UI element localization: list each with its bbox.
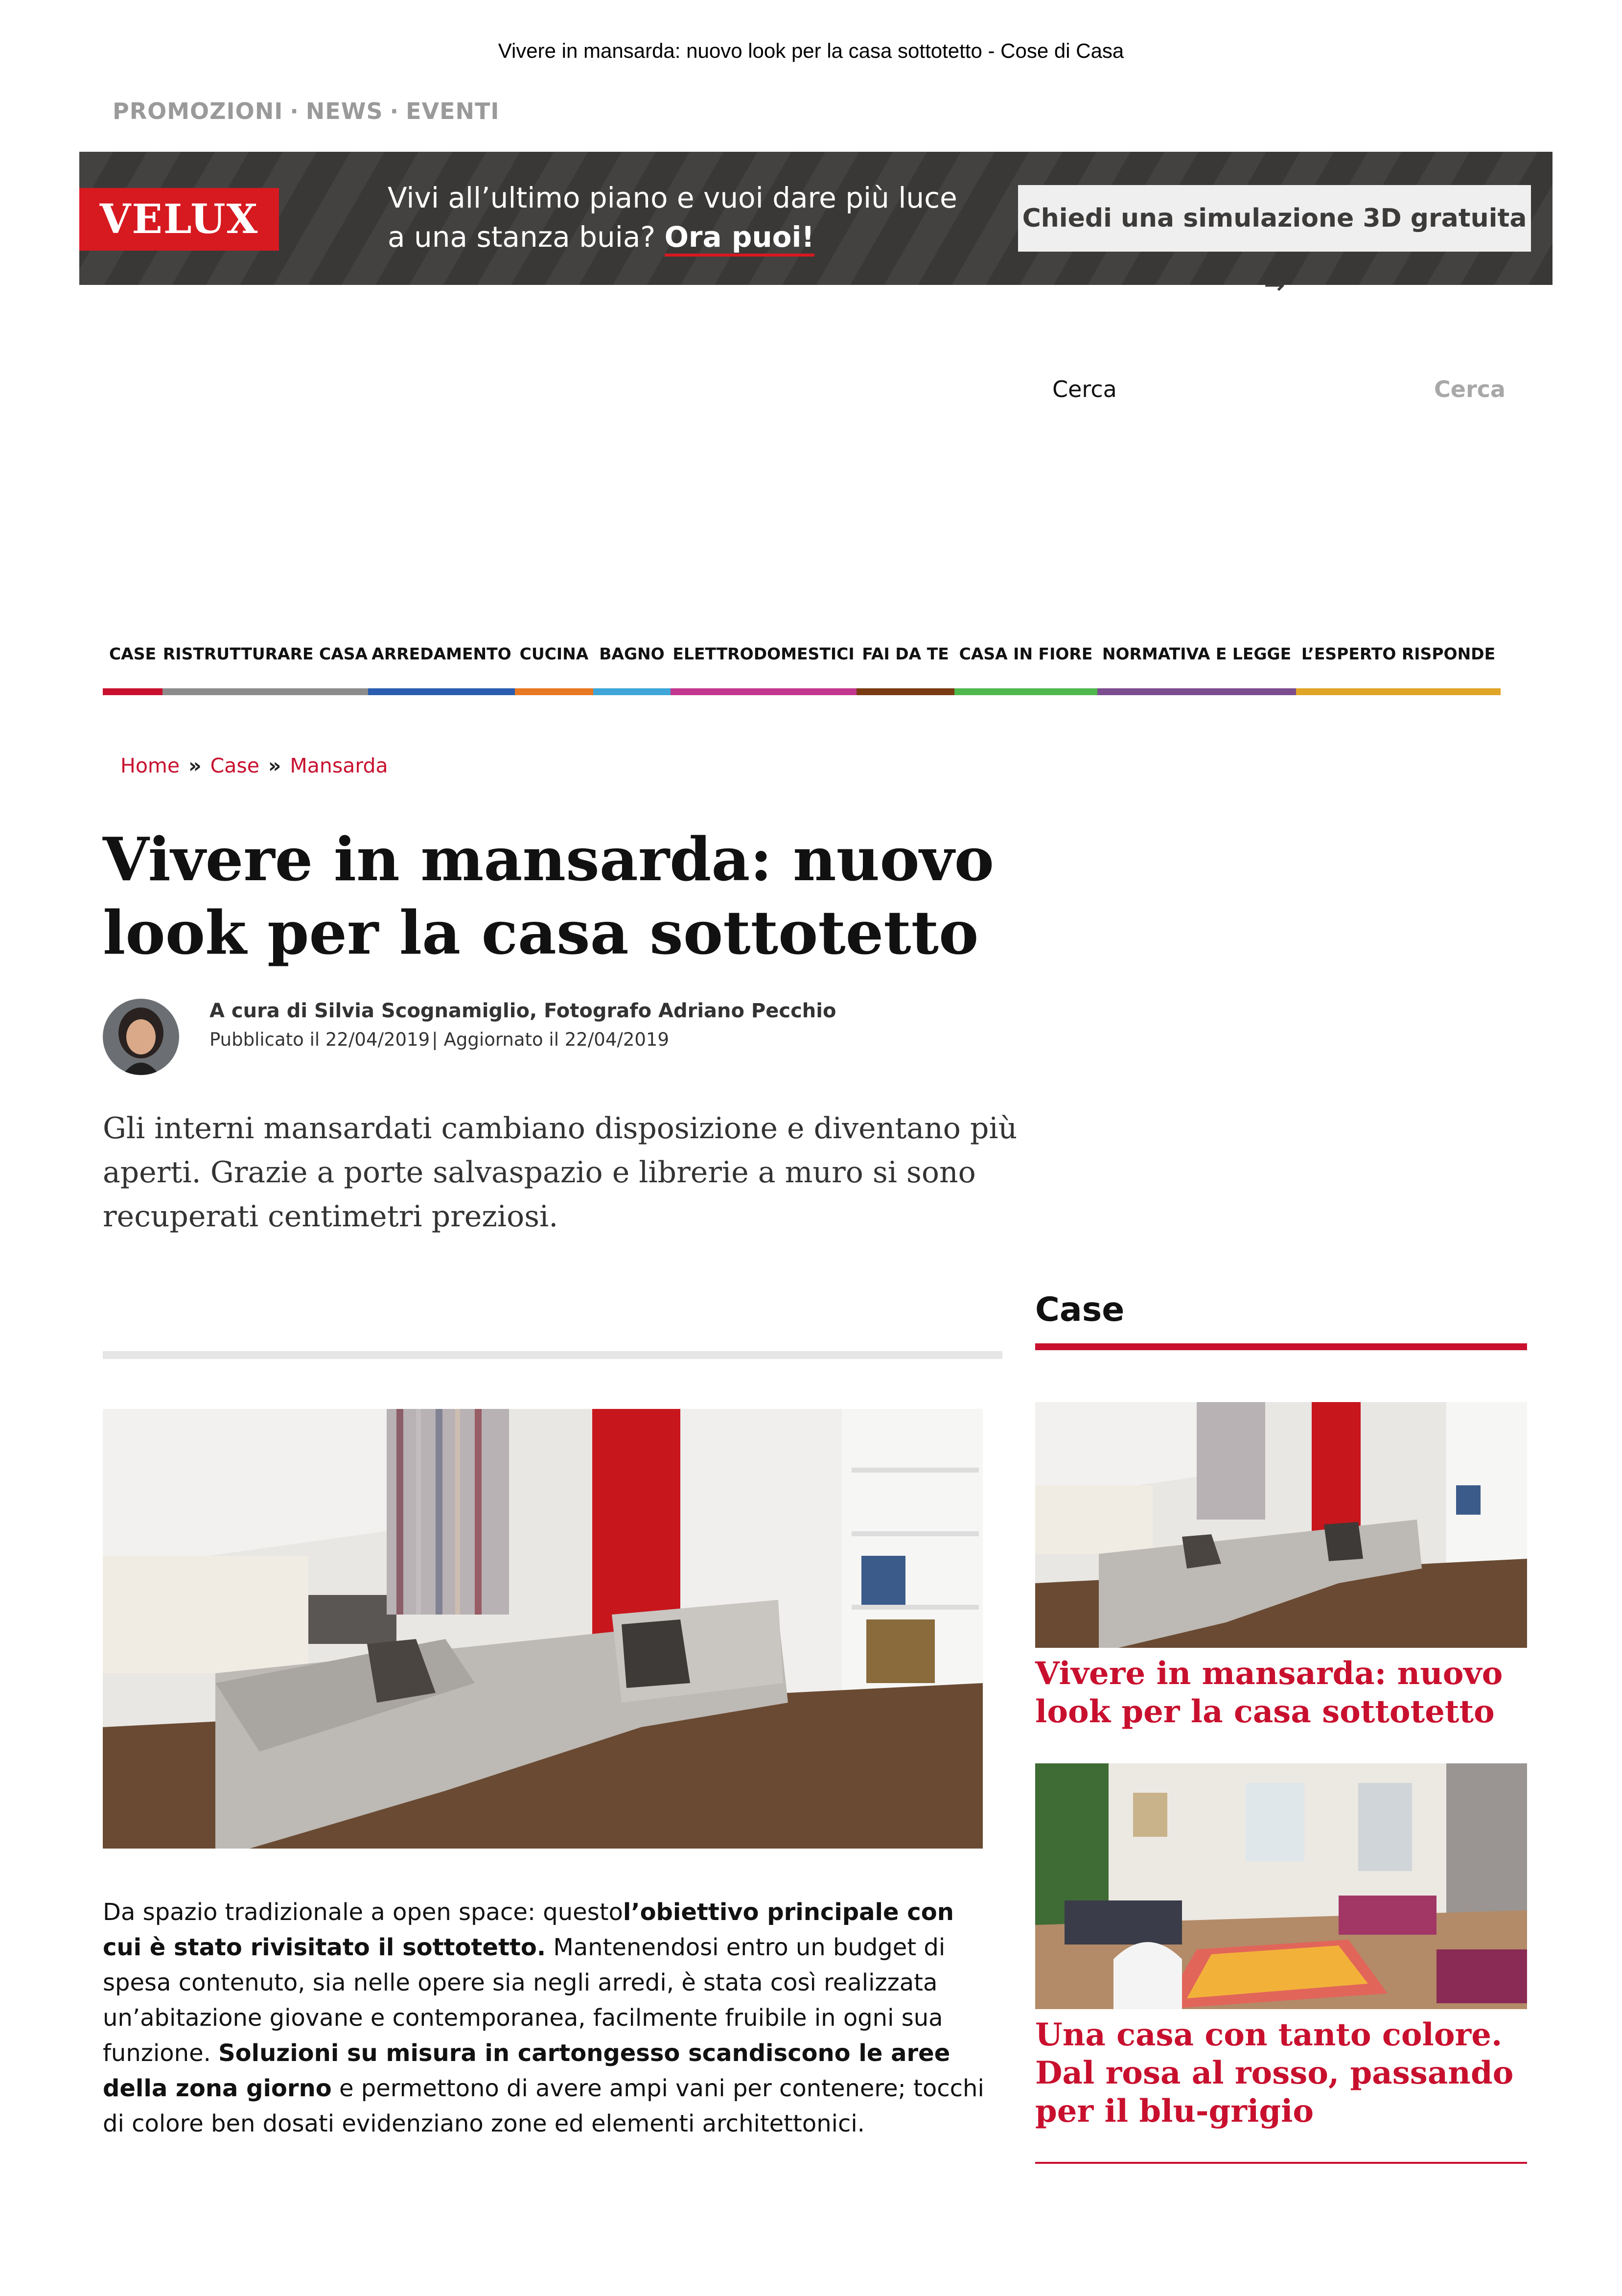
breadcrumb-separator: » — [268, 754, 281, 777]
search-label: Cerca — [1052, 376, 1117, 402]
document-title: Vivere in mansarda: nuovo look per la casa sottotetto - Cose di Casa — [498, 39, 1124, 62]
breadcrumb-case[interactable]: Case — [210, 754, 259, 777]
top-nav-separator: · — [390, 98, 399, 124]
sidebar-item-title[interactable]: Una casa con tanto colore. Dal rosa al rosso, passando per il blu-grigio — [1035, 2016, 1514, 2130]
article-main-image[interactable] — [103, 1409, 983, 1849]
top-nav-news[interactable]: NEWS — [305, 98, 383, 124]
body-bold-text: l’obiettivo principale con cui è stato rivisitato il sottotetto. — [103, 1898, 954, 1961]
top-nav-separator: · — [290, 98, 299, 124]
article-dates — [209, 1029, 669, 1050]
body-bold-text: Soluzioni su misura in cartongesso scandiscono le aree della zona giorno — [103, 2039, 950, 2102]
banner-text — [388, 178, 957, 257]
nav-item-normativa-e-legge[interactable] — [1097, 641, 1296, 695]
published-date: Pubblicato il 22/04/2019 — [209, 1029, 430, 1050]
nav-item-cucina[interactable] — [515, 641, 593, 695]
breadcrumb-home[interactable]: Home — [120, 754, 180, 777]
banner-line-2-strong: Ora puoi! — [665, 220, 814, 257]
nav-item-label: NORMATIVA E LEGGE — [1102, 644, 1292, 663]
sidebar-heading: Case — [1035, 1290, 1125, 1329]
nav-color-bar — [857, 688, 954, 695]
nav-item-label: ELETTRODOMESTICI — [672, 644, 855, 663]
sidebar-bottom-rule — [1035, 2162, 1527, 2164]
date-separator: | — [432, 1029, 438, 1050]
nav-item-label: ARREDAMENTO — [371, 644, 511, 663]
updated-date: Aggiornato il 22/04/2019 — [443, 1029, 669, 1050]
nav-item-label: L’ESPERTO RISPONDE — [1301, 644, 1496, 663]
nav-item-label: BAGNO — [599, 644, 665, 663]
nav-item-label: CUCINA — [519, 644, 589, 663]
nav-item-label: RISTRUTTURARE CASA — [162, 644, 368, 663]
nav-item-elettrodomestici[interactable] — [671, 641, 857, 695]
author-avatar — [103, 999, 179, 1075]
nav-color-bar — [593, 688, 671, 695]
velux-logo: VELUX — [79, 188, 279, 251]
breadcrumb — [120, 754, 388, 777]
sidebar-item-image[interactable] — [1035, 1402, 1527, 1648]
breadcrumb-separator: » — [188, 754, 202, 777]
nav-item-label: FAI DA TE — [862, 644, 949, 663]
sidebar-item-image[interactable] — [1035, 1763, 1527, 2009]
author-byline: A cura di Silvia Scognamiglio, Fotografo Adriano Pecchio — [209, 1000, 836, 1022]
nav-item-casa-in-fiore[interactable] — [954, 641, 1097, 695]
sidebar-heading-rule — [1035, 1343, 1527, 1350]
nav-color-bar — [1296, 688, 1501, 695]
top-nav — [113, 98, 500, 124]
nav-item-case[interactable] — [103, 641, 162, 695]
top-nav-eventi[interactable]: EVENTI — [406, 98, 500, 124]
nav-item-label: CASA IN FIORE — [959, 644, 1093, 663]
sidebar-item-title[interactable]: Vivere in mansarda: nuovo look per la casa sottotetto — [1035, 1655, 1503, 1730]
nav-color-bar — [954, 688, 1097, 695]
top-nav-promozioni[interactable]: PROMOZIONI — [113, 98, 283, 124]
body-text: Da spazio tradizionale a open space: questo — [103, 1898, 623, 1926]
banner-line-2: a una stanza buia? — [388, 220, 656, 254]
nav-item-bagno[interactable] — [593, 641, 671, 695]
body-text: Mantenendosi entro un budget di spesa contenuto, sia nelle opere sia negli arredi, è stata così realizzata un’abitazione giovane e contemporanea, facilmente fruibile in ogni sua funzione. — [103, 1934, 946, 2067]
nav-color-bar — [368, 688, 515, 695]
body-text: e permettono di avere ampi vani per contenere; tocchi di colore ben dosati evidenziano zone ed elementi architettonici. — [103, 2075, 984, 2137]
nav-item-fai-da-te[interactable] — [857, 641, 954, 695]
article-lede: Gli interni mansardati cambiano disposizione e diventano più aperti. Grazie a porte salvaspazio e librerie a muro si sono recuperati centimetri preziosi. — [103, 1111, 1018, 1234]
nav-color-bar — [515, 688, 593, 695]
section-divider — [103, 1351, 1002, 1359]
nav-item-esperto-risponde[interactable] — [1296, 641, 1501, 695]
breadcrumb-mansarda[interactable]: Mansarda — [290, 754, 388, 777]
banner-line-1: Vivi all’ultimo piano e vuoi dare più luce — [388, 181, 957, 214]
main-nav — [103, 641, 1526, 695]
nav-color-bar — [162, 688, 368, 695]
nav-item-ristrutturare-casa[interactable] — [162, 641, 368, 695]
banner-cta-button[interactable]: Chiedi una simulazione 3D gratuita → — [1018, 185, 1531, 252]
nav-color-bar — [1097, 688, 1296, 695]
nav-color-bar — [103, 688, 162, 695]
nav-item-arredamento[interactable] — [368, 641, 515, 695]
article-title: Vivere in mansarda: nuovo look per la casa sottotetto — [103, 824, 995, 968]
search-button[interactable]: Cerca — [1434, 376, 1506, 402]
velux-ad-banner[interactable] — [79, 152, 1552, 300]
nav-item-label: CASE — [109, 644, 157, 663]
article-body — [103, 1895, 989, 2141]
nav-color-bar — [671, 688, 857, 695]
